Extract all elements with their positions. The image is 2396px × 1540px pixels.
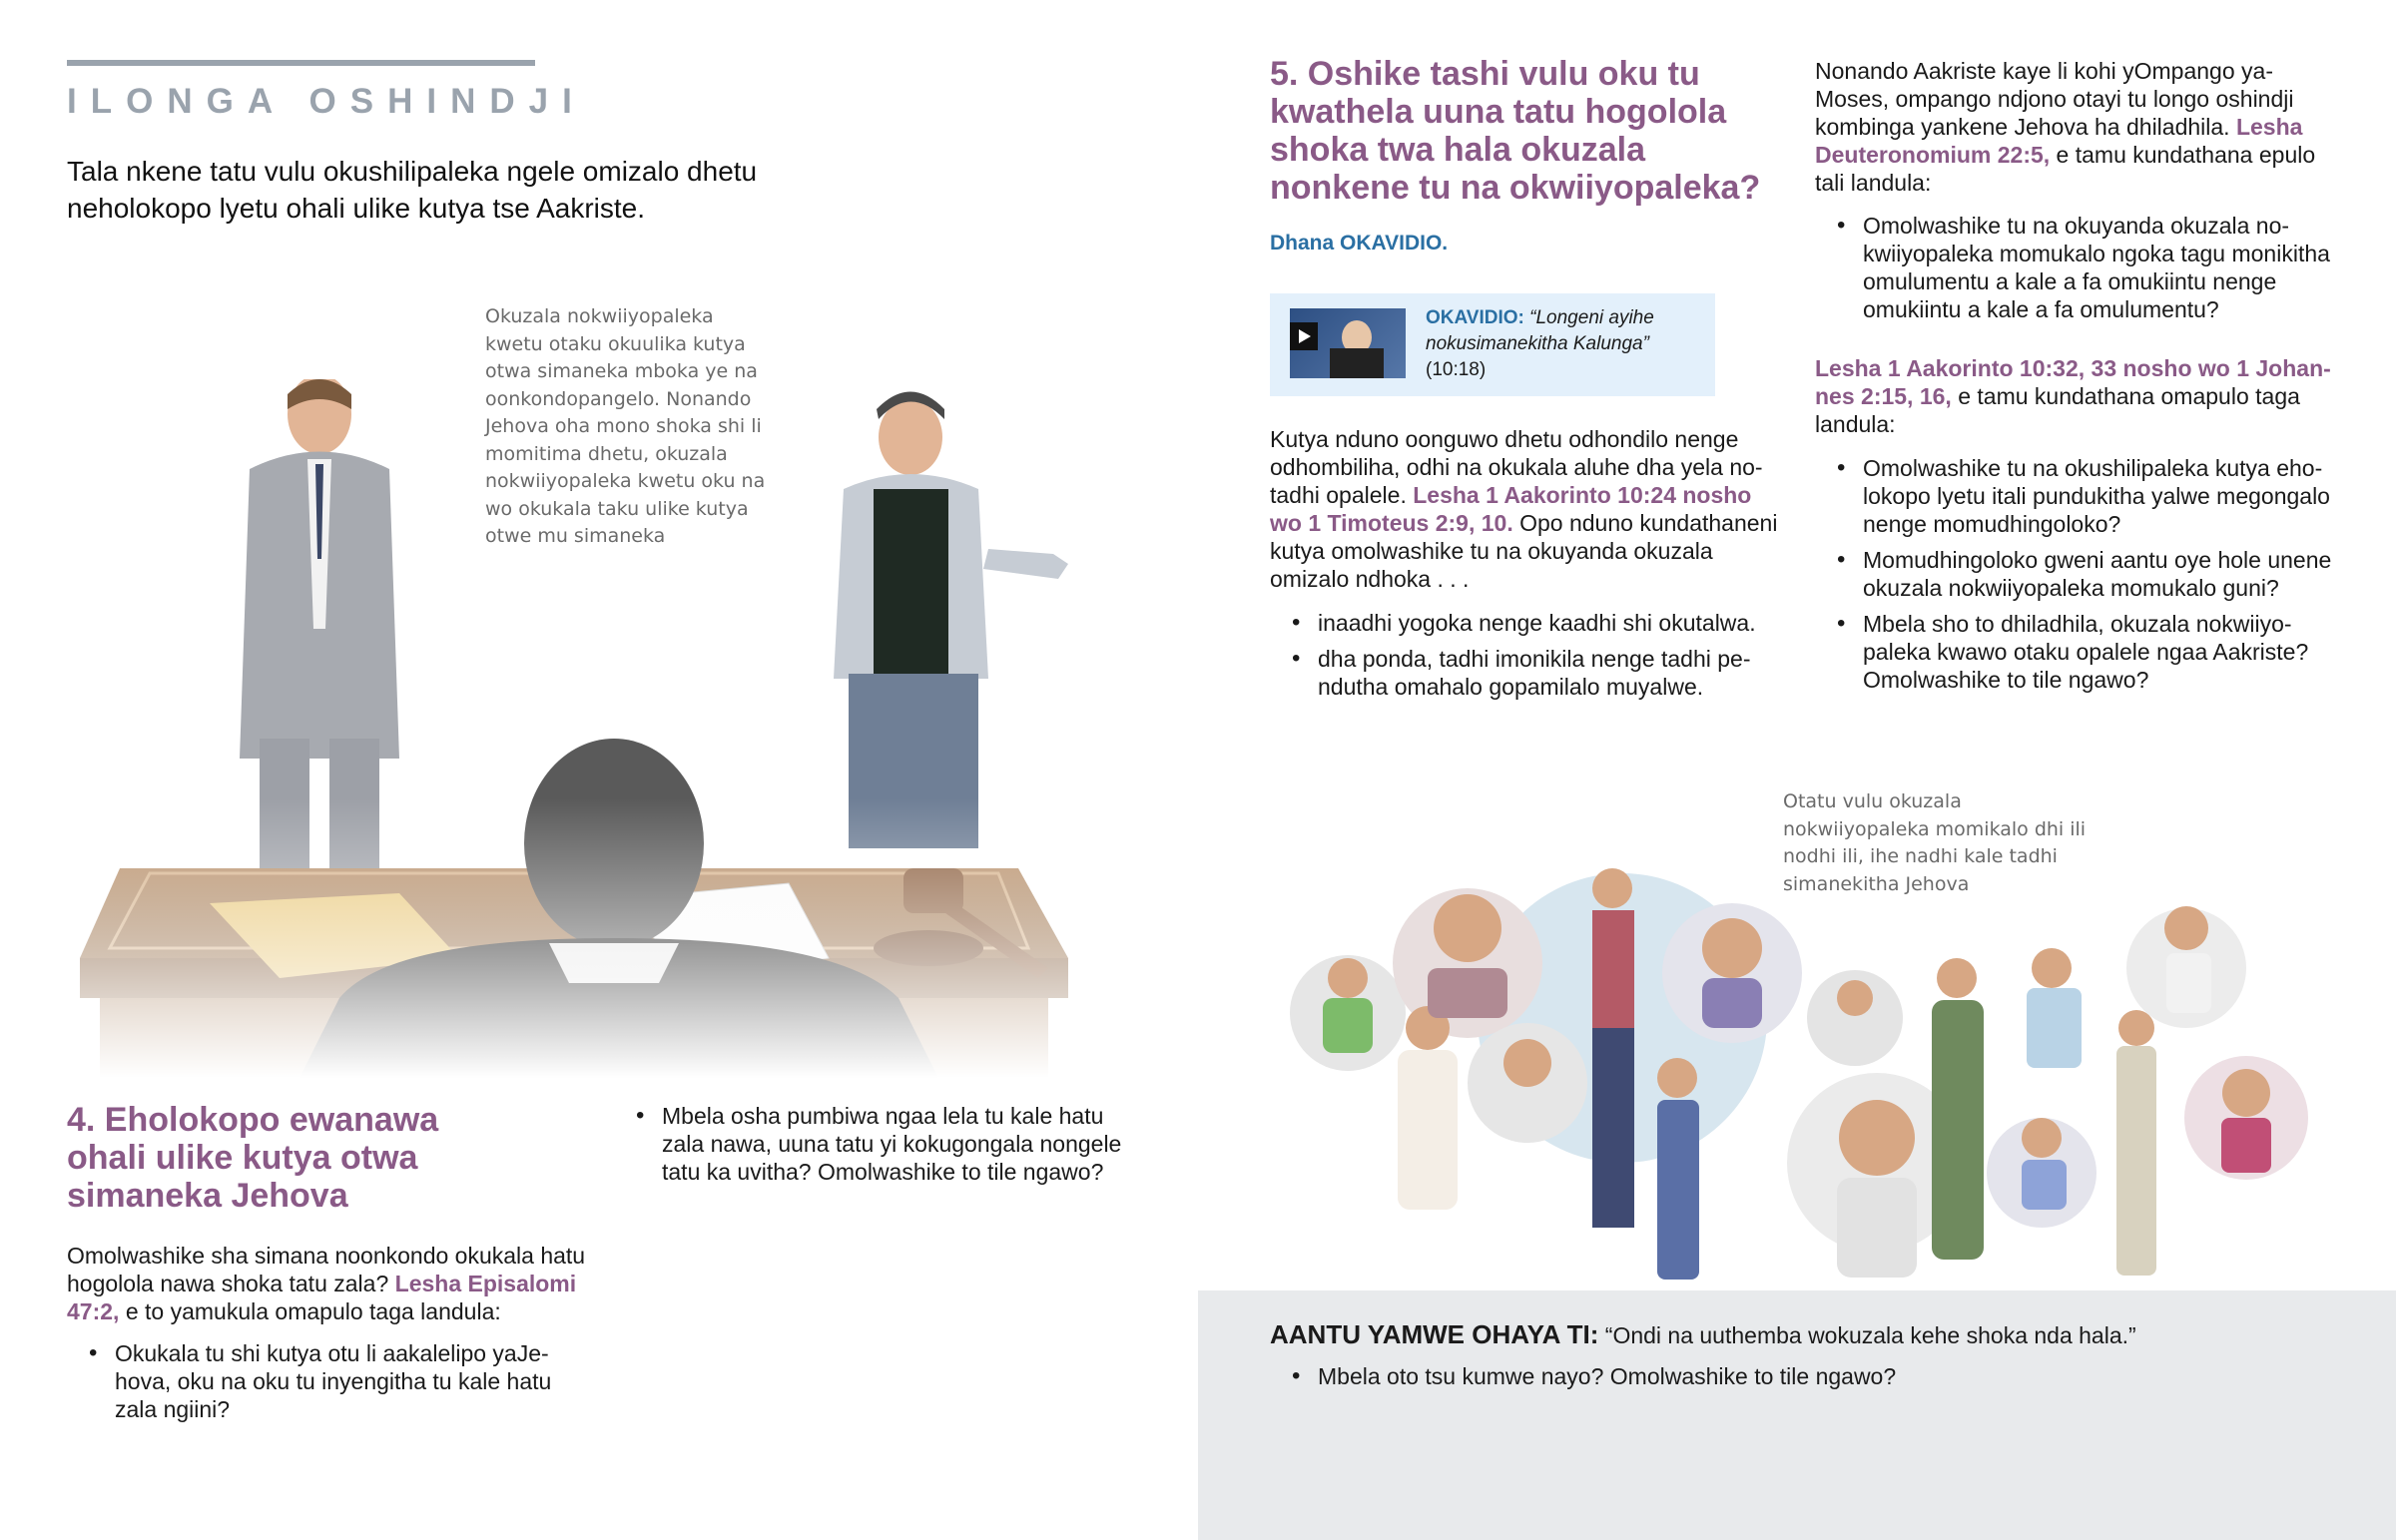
video-title[interactable]: “Longeni ayihe nokusimanekitha Kalunga” xyxy=(1426,307,1654,354)
section-label: ILONGA OSHINDJI xyxy=(67,82,586,121)
question-item: • Mbela osha pumbiwa ngaa lela tu kale hatu zala nawa, uuna tatu yi kokugongala nongele tatu ka uvitha? Omolwashike to tile ngawo? xyxy=(614,1102,1133,1186)
section-5-paragraph-3 xyxy=(1815,354,2334,438)
scripture-ref[interactable]: Lesha 1 Aakorinto 10:32, 33 nosho wo 1 Johannes 2:15, 16, xyxy=(1815,355,2331,409)
people-illustration xyxy=(1278,868,2336,1287)
video-info xyxy=(1426,305,1705,383)
play-icon[interactable] xyxy=(1290,322,1318,350)
para-text-after: e tamu kundathana omapulo taga landula: xyxy=(1815,383,2300,437)
video-label: OKAVIDIO: xyxy=(1426,307,1524,328)
section-5-questions-c xyxy=(1815,454,2334,702)
para-text: Kutya nduno oonguwo dhetu odhondilo nenge odhombiliha, odhi na okukala aluhe dha yela notadhi opalele. xyxy=(1270,426,1763,508)
question-item: • Omolwashike tu na okuyanda okuzala nokwiiyopaleka momukalo ngoka tagu monikitha omulumentu a kale a fa omukiintu nenge omukiintu a kale a fa omulumentu? xyxy=(1815,212,2334,323)
section-5-paragraph-1 xyxy=(1270,425,1779,593)
some-people-say-questions xyxy=(1270,1362,2348,1398)
question-item: • Momudhingoloko gweni aantu oye hole unene okuzala nokwiiyopaleka momukalo guni? xyxy=(1815,546,2334,602)
para-text: Nonando Aakriste kaye li kohi yOmpango yaMoses, ompango ndjono otayi tu longo oshindji kombinga yankene Jehova ha dhiladhila. xyxy=(1815,58,2294,140)
question-item: • Mbela oto tsu kumwe nayo? Omolwashike to tile ngawo? xyxy=(1270,1362,2348,1390)
section-5-title: 5. Oshike tashi vulu oku tu kwathela uuna tatu hogolola shoka twa hala okuzala nonkene tu na okwiiyopaleka? xyxy=(1270,55,1761,207)
question-item: • dha ponda, tadhi imonikila nenge tadhi pendutha omahalo gopamilalo muyalwe. xyxy=(1270,645,1779,701)
section-4-questions-b xyxy=(614,1102,1133,1194)
section-4-title: 4. Eholokopo ewanawa ohali ulike kutya otwa simaneka Jehova xyxy=(67,1101,439,1215)
video-duration: (10:18) xyxy=(1426,359,1487,380)
court-image-caption: Okuzala nokwiiyopaleka kwetu otaku okuulika kutya otwa simaneka mboka ye na oonkondopangelo. Nonando Jehova oha mono shoka shi li momitima dhetu, okuzala nokwiiyopaleka kwetu oku na wo okukala taku ulike kutya otwe mu simaneka xyxy=(485,305,766,547)
question-item: • Omolwashike tu na okushilipaleka kutya eholokopo lyetu itali pundukitha yalwe megongalo nenge momudhingoloko? xyxy=(1815,454,2334,538)
para-text-after: e tamu kundathana epulo tali landula: xyxy=(1815,142,2316,196)
section-rule xyxy=(67,60,535,66)
question-item: • Mbela sho to dhiladhila, okuzala nokwiiyopaleka kwawo otaku opalele ngaa Aakriste? Omolwashike to tile ngawo? xyxy=(1815,610,2334,694)
para-text-after: Opo nduno kundathaneni kutya omolwashike tu na okuyanda okuzala omizalo ndhoka . . . xyxy=(1270,510,1778,592)
section-4-questions-a xyxy=(67,1339,586,1431)
section-4-text: Omolwashike sha simana noonkondo okukala hatu hogolola nawa shoka tatu zala? xyxy=(67,1243,586,1296)
some-people-say-box xyxy=(1198,1290,2396,1540)
question-item: • inaadhi yogoka nenge kaadhi shi okutalwa. xyxy=(1270,609,1779,637)
section-5-questions-a xyxy=(1270,609,1779,709)
section-5-paragraph-2 xyxy=(1815,57,2334,197)
section-4-paragraph xyxy=(67,1242,586,1325)
section-4-text-after: e to yamukula omapulo taga landula: xyxy=(125,1298,501,1324)
scripture-ref[interactable]: Lesha Deuteronomium 22:5, xyxy=(1815,114,2303,168)
video-card[interactable] xyxy=(1270,293,1715,396)
scripture-ref[interactable]: Lesha Episalomi 47:2, xyxy=(67,1271,577,1324)
question-item: • Okukala tu shi kutya otu li aakalelipo yaJehova, oku na oku tu inyengitha tu kale hatu zala ngiini? xyxy=(67,1339,586,1423)
diverse-people-scene xyxy=(1278,868,2336,1287)
people-image-caption: Otatu vulu okuzala nokwiiyopaleka momikalo dhi ili nodhi ili, ihe nadhi kale tadhi simanekitha Jehova xyxy=(1783,790,2087,895)
some-people-say-label: AANTU YAMWE OHAYA TI: xyxy=(1270,1319,1599,1349)
some-people-say-line xyxy=(1270,1320,2368,1349)
video-prompt: Dhana OKAVIDIO. xyxy=(1270,232,1449,255)
some-people-say-quote: “Ondi na uuthemba wokuzala kehe shoka nda hala.” xyxy=(1604,1322,2136,1348)
intro-text: Tala nkene tatu vulu okushilipaleka ngele omizalo dhetu neholokopo lyetu ohali ulike kutya tse Aakriste. xyxy=(67,156,758,224)
section-5-questions-b xyxy=(1815,212,2334,331)
video-thumbnail[interactable] xyxy=(1290,308,1406,378)
scripture-ref[interactable]: Lesha 1 Aakorinto 10:24 nosho wo 1 Timoteus 2:9, 10. xyxy=(1270,482,1752,536)
